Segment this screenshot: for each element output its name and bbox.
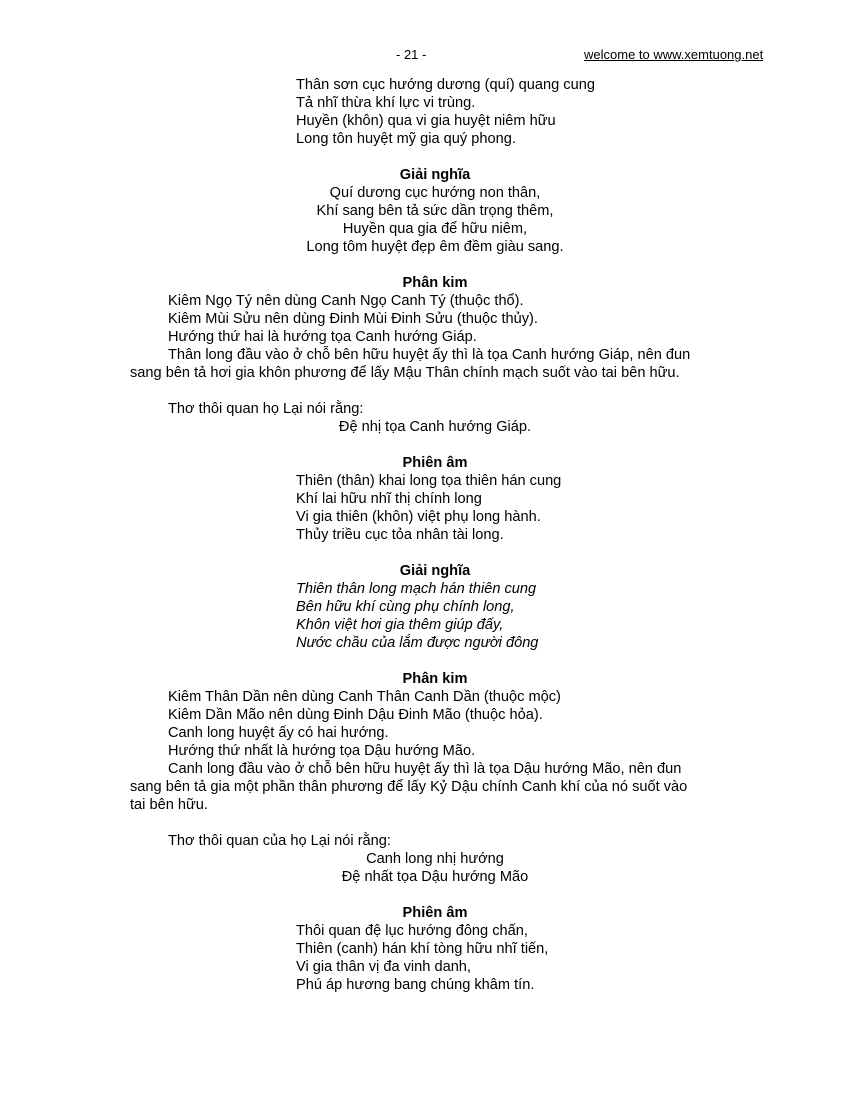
body-line: sang bên tả gia một phần thân phương để lấy Kỷ Dậu chính Canh khí của nó suốt vào (130, 779, 688, 795)
meaning-line: Bên hữu khí cùng phụ chính long, (296, 599, 515, 615)
section-heading: Phiên âm (402, 905, 468, 921)
meaning-line: Quí dương cục hướng non thân, (329, 185, 541, 201)
meaning-line: Long tôm huyệt đẹp êm đềm giàu sang. (306, 239, 564, 255)
quote-line: Canh long nhị hướng (366, 851, 504, 867)
body-line: Kiêm Thân Dần nên dùng Canh Thân Canh Dần (thuộc mộc) (168, 689, 561, 705)
verse-line: Tả nhĩ thừa khí lực vi trùng. (296, 95, 476, 111)
quote-line: Đệ nhị tọa Canh hướng Giáp. (338, 419, 532, 435)
meaning-line: Huyền qua gia để hữu niêm, (342, 221, 528, 237)
quote-line: Đệ nhất tọa Dậu hướng Mão (341, 869, 529, 885)
body-line: Kiêm Dần Mão nên dùng Đinh Dậu Đinh Mão (thuộc hỏa). (168, 707, 543, 723)
body-line: Hướng thứ nhất là hướng tọa Dậu hướng Mão. (168, 743, 476, 759)
site-link[interactable]: welcome to www.xemtuong.net (584, 47, 764, 62)
quote-intro: Thơ thôi quan họ Lại nói rằng: (168, 401, 364, 417)
verse-line: Thiên (thân) khai long tọa thiên hán cung (296, 473, 562, 489)
verse-line: Thiên (canh) hán khí tòng hữu nhĩ tiến, (296, 941, 549, 957)
verse-line: Vi gia thiên (khôn) việt phụ long hành. (296, 509, 541, 525)
section-heading: Giải nghĩa (399, 563, 471, 579)
verse-line: Vi gia thân vị đa vinh danh, (296, 959, 471, 975)
verse-line: Khí lai hữu nhĩ thị chính long (296, 491, 482, 507)
body-line: Kiêm Ngọ Tý nên dùng Canh Ngọ Canh Tý (thuộc thổ). (168, 293, 524, 309)
verse-line: Thôi quan đệ lục hướng đông chấn, (296, 923, 528, 939)
quote-intro: Thơ thôi quan của họ Lại nói rằng: (168, 833, 391, 849)
verse-line: Long tôn huyệt mỹ gia quý phong. (296, 131, 516, 147)
body-line: tai bên hữu. (130, 797, 208, 813)
body-line: Kiêm Mùi Sửu nên dùng Đinh Mùi Đinh Sửu (thuộc thủy). (168, 311, 538, 327)
section-heading: Phân kim (402, 671, 468, 687)
section-heading: Phiên âm (402, 455, 468, 471)
body-line: Thân long đầu vào ở chỗ bên hữu huyệt ấy thì là tọa Canh hướng Giáp, nên đun (168, 347, 691, 363)
verse-line: Phú áp hương bang chúng khâm tín. (296, 977, 535, 993)
meaning-line: Thiên thân long mạch hán thiên cung (296, 581, 537, 597)
page-number: - 21 - (396, 47, 427, 62)
section-heading: Phân kim (402, 275, 468, 291)
body-line: Canh long đầu vào ở chỗ bên hữu huyệt ấy thì là tọa Dậu hướng Mão, nên đun (168, 761, 682, 777)
body-line: Hướng thứ hai là hướng tọa Canh hướng Giáp. (168, 329, 477, 345)
meaning-line: Khôn việt hơi gia thêm giúp đấy, (296, 617, 504, 633)
verse-line: Huyền (khôn) qua vi gia huyệt niêm hữu (296, 113, 556, 129)
section-heading: Giải nghĩa (399, 167, 471, 183)
body-line: sang bên tả hơi gia khôn phương để lấy Mậu Thân chính mạch suốt vào tai bên hữu. (130, 365, 680, 381)
verse-line: Thân sơn cục hướng dương (quí) quang cung (296, 77, 595, 93)
meaning-line: Khí sang bên tả sức dần trọng thêm, (316, 203, 554, 219)
meaning-line: Nước chầu của lắm được người đông (296, 635, 539, 651)
body-line: Canh long huyệt ấy có hai hướng. (168, 725, 389, 741)
verse-line: Thủy triều cục tỏa nhân tài long. (296, 527, 504, 543)
